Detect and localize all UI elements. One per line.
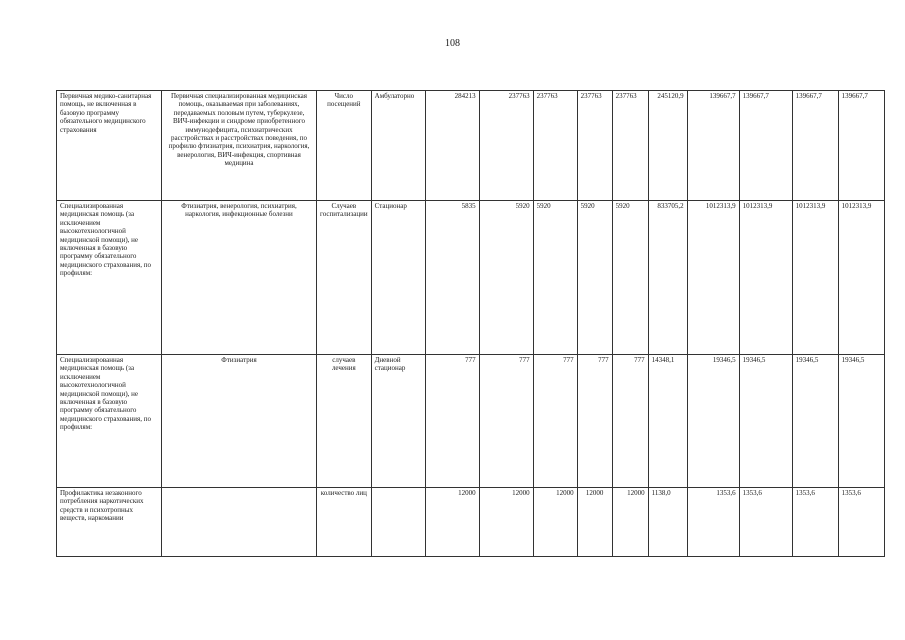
row-profile: Фтизиатрия, венерология, психиатрия, наркология, инфекционные болезни (162, 201, 317, 355)
row-value: 5920 (533, 201, 577, 355)
row-value: 777 (533, 355, 577, 488)
row-profile (162, 488, 317, 557)
row-unit: количество лиц (317, 488, 372, 557)
row-value: 12000 (425, 488, 479, 557)
row-value: 237763 (479, 91, 533, 201)
page-number: 108 (445, 38, 460, 49)
row-value: 12000 (577, 488, 612, 557)
row-value: 237763 (533, 91, 577, 201)
table-row (57, 355, 885, 488)
program-table (56, 90, 885, 557)
row-value: 1138,0 (648, 488, 687, 557)
row-value: 12000 (533, 488, 577, 557)
row-value: 139667,7 (739, 91, 792, 201)
row-value: 237763 (612, 91, 648, 201)
row-value: 12000 (479, 488, 533, 557)
row-value: 1353,6 (792, 488, 838, 557)
row-name: Специализированная медицинская помощь (за исключением высокотехнологичной медицинской помощи), не включенная в базовую программу обязательного медицинского страхования, по профилям: (57, 355, 162, 488)
row-value: 1012313,9 (838, 201, 884, 355)
row-value: 5920 (612, 201, 648, 355)
row-unit: случаев лечения (317, 355, 372, 488)
row-value: 1353,6 (838, 488, 884, 557)
row-value: 777 (479, 355, 533, 488)
row-condition: Амбулаторно (371, 91, 425, 201)
row-value: 5920 (479, 201, 533, 355)
row-value: 1353,6 (687, 488, 739, 557)
row-value: 19346,5 (687, 355, 739, 488)
row-value: 245120,9 (648, 91, 687, 201)
row-value: 5920 (577, 201, 612, 355)
row-name: Специализированная медицинская помощь (за исключением высокотехнологичной медицинской помощи), не включенная в базовую программу обязательного медицинского страхования, по профилям: (57, 201, 162, 355)
row-unit: Случаев госпитализации (317, 201, 372, 355)
row-value: 777 (577, 355, 612, 488)
row-value: 14348,1 (648, 355, 687, 488)
row-value: 1012313,9 (792, 201, 838, 355)
row-value: 139667,7 (838, 91, 884, 201)
row-profile: Первичная специализированная медицинская помощь, оказываемая при заболеваниях, передаваемых половым путем, туберкулезе, ВИЧ-инфекции и синдроме приобретенного иммунодефицита, психиатрических расстройствах и расстройствах поведения, по профилю фтизиатрия, психиатрия, наркология, венерология, ВИЧ-инфекция, спортивная медицина (162, 91, 317, 201)
row-name: Профилактика незаконного потребления наркотических средств и психотропных веществ, наркомании (57, 488, 162, 557)
row-value: 139667,7 (687, 91, 739, 201)
row-profile: Фтизиатрия (162, 355, 317, 488)
row-unit: Число посещений (317, 91, 372, 201)
row-condition (371, 488, 425, 557)
row-value: 19346,5 (792, 355, 838, 488)
row-value: 284213 (425, 91, 479, 201)
row-name: Первичная медико-санитарная помощь, не включенная в базовую программу обязательного медицинского страхования (57, 91, 162, 201)
row-condition: Дневной стационар (371, 355, 425, 488)
table-row (57, 488, 885, 557)
row-condition: Стационар (371, 201, 425, 355)
row-value: 1353,6 (739, 488, 792, 557)
row-value: 833705,2 (648, 201, 687, 355)
table-row (57, 91, 885, 201)
row-value: 777 (425, 355, 479, 488)
row-value: 19346,5 (739, 355, 792, 488)
row-value: 1012313,9 (687, 201, 739, 355)
row-value: 19346,5 (838, 355, 884, 488)
row-value: 12000 (612, 488, 648, 557)
row-value: 5835 (425, 201, 479, 355)
row-value: 777 (612, 355, 648, 488)
row-value: 1012313,9 (739, 201, 792, 355)
row-value: 237763 (577, 91, 612, 201)
table-row (57, 201, 885, 355)
row-value: 139667,7 (792, 91, 838, 201)
